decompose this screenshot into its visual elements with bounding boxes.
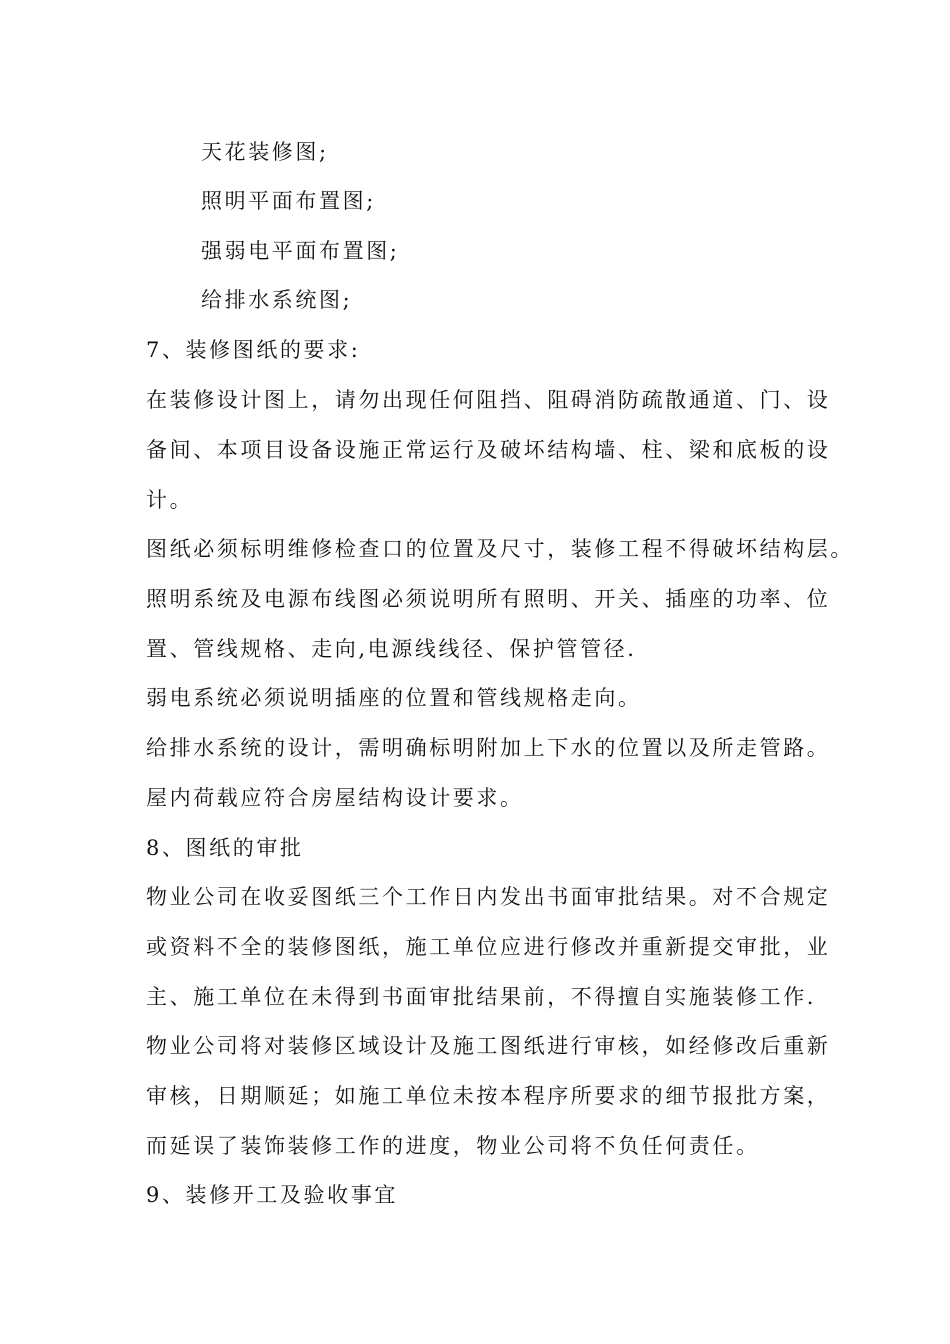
section-7-line: 备间、本项目设备设施正常运行及破坏结构墙、柱、梁和底板的设 [146, 438, 831, 462]
section-8-line: 而延误了装饰装修工作的进度，物业公司将不负任何责任。 [146, 1134, 760, 1158]
section-7-line: 照明系统及电源布线图必须说明所有照明、开关、插座的功率、位 [146, 587, 831, 611]
section-8-heading: 8、图纸的审批 [146, 836, 304, 860]
section-7-line: 屋内荷载应符合房屋结构设计要求。 [146, 786, 524, 810]
section-8-line: 审核，日期顺延；如施工单位未按本程序所要求的细节报批方案， [146, 1084, 831, 1108]
section-8-line: 物业公司将对装修区域设计及施工图纸进行审核，如经修改后重新 [146, 1034, 831, 1058]
section-8-line: 或资料不全的装修图纸，施工单位应进行修改并重新提交审批，业 [146, 935, 831, 959]
section-7-line: 在装修设计图上，请勿出现任何阻挡、阻碍消防疏散通道、门、设 [146, 388, 831, 412]
section-7-line: 弱电系统必须说明插座的位置和管线规格走向。 [146, 686, 642, 710]
section-8-line: 主、施工单位在未得到书面审批结果前，不得擅自实施装修工作. [146, 985, 817, 1009]
section-9-heading: 9、装修开工及验收事宜 [146, 1183, 398, 1207]
list-item-plumbing-plan: 给排水系统图; [201, 288, 353, 312]
section-8-line: 物业公司在收妥图纸三个工作日内发出书面审批结果。对不合规定 [146, 885, 831, 909]
section-7-line: 置、管线规格、走向,电源线线径、保护管管径. [146, 637, 637, 661]
section-7-line: 给排水系统的设计，需明确标明附加上下水的位置以及所走管路。 [146, 736, 831, 760]
list-item-ceiling-plan: 天花装修图; [201, 140, 329, 164]
section-7-line: 计。 [146, 488, 194, 512]
list-item-lighting-plan: 照明平面布置图; [201, 189, 376, 213]
section-7-line: 图纸必须标明维修检查口的位置及尺寸，装修工程不得破坏结构层。 [146, 537, 854, 561]
section-7-heading: 7、装修图纸的要求: [146, 338, 361, 362]
list-item-electrical-plan: 强弱电平面布置图; [201, 239, 400, 263]
